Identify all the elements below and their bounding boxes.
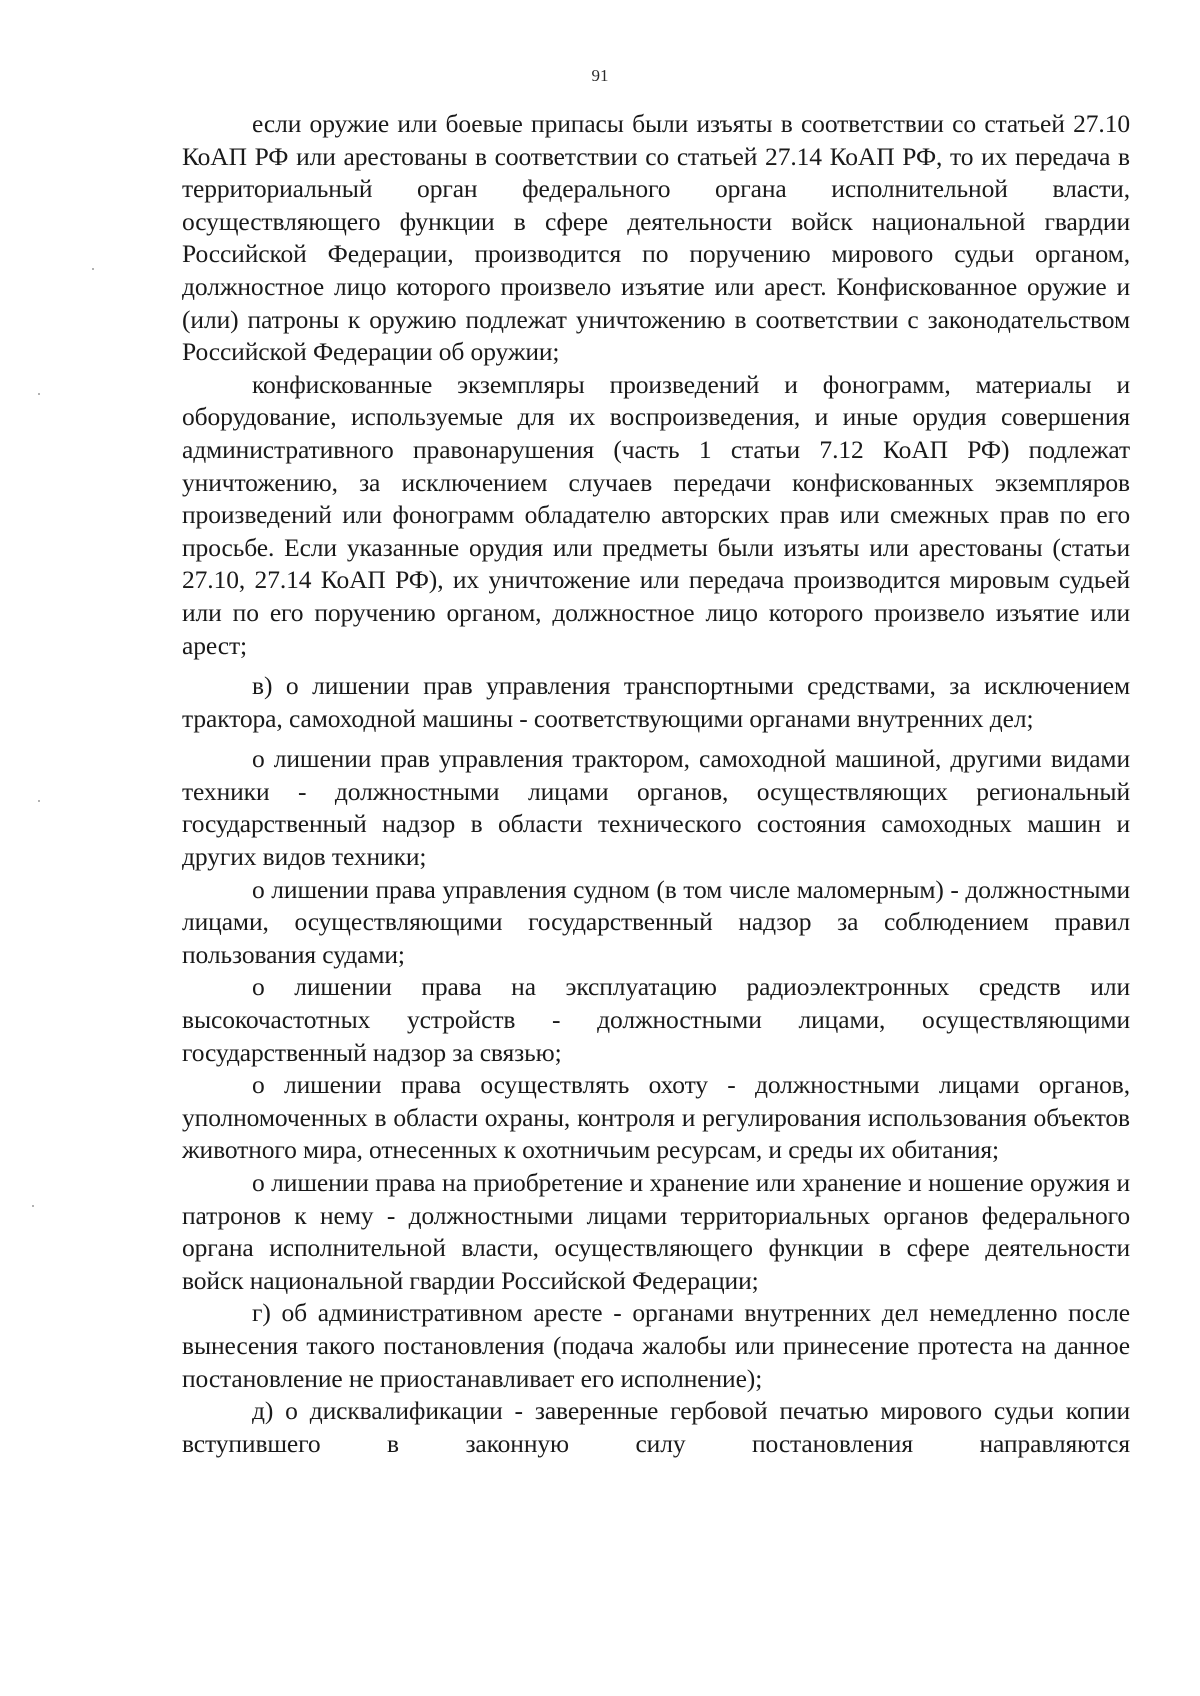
paragraph-weapons-transfer: если оружие или боевые припасы были изъяты в соответствии со статьей 27.10 КоАП РФ или арестованы в соответствии со статьей 27.14 КоАП РФ, то их передача в территориальный орган федерального органа исполнительной власти, осуществляющего функции в сфере деятельности войск национальной гвардии Российской Федерации, производится по поручению мирового судьи органом, должностное лицо которого произвело изъятие или арест. Конфискованное оружие и (или) патроны к оружию подлежат уничтожению в соответствии с законодательством Российской Федерации об оружии; bbox=[182, 109, 1130, 367]
paragraph-disqualification: д) о дисквалификации - заверенные гербовой печатью мирового судьи копии вступившего в законную силу постановления направляются bbox=[182, 1396, 1130, 1458]
paragraph-driving-rights: в) о лишении прав управления транспортными средствами, за исключением трактора, самоходной машины - соответствующими органами внутренних дел; bbox=[182, 671, 1130, 733]
paragraph-tractor-rights: о лишении прав управления трактором, самоходной машиной, другими видами техники - должностными лицами органов, осуществляющих региональный государственный надзор в области технического состояния самоходных машин и других видов техники; bbox=[182, 744, 1130, 872]
scan-speck bbox=[38, 800, 40, 802]
paragraph-administrative-arrest: г) об административном аресте - органами внутренних дел немедленно после вынесения такого постановления (подача жалобы или принесение протеста на данное постановление не приостанавливает его исполнение); bbox=[182, 1298, 1130, 1393]
paragraph-radio-rights: о лишении права на эксплуатацию радиоэлектронных средств или высокочастотных устройств - должностными лицами, осуществляющими государственный надзор за связью; bbox=[182, 972, 1130, 1067]
scan-speck bbox=[32, 1205, 34, 1207]
document-body bbox=[182, 108, 1130, 1460]
paragraph-weapon-ownership-rights: о лишении права на приобретение и хранение или хранение и ношение оружия и патронов к нему - должностными лицами территориальных органов федерального органа исполнительной власти, осуществляющего функции в сфере деятельности войск национальной гвардии Российской Федерации; bbox=[182, 1168, 1130, 1295]
scan-speck bbox=[38, 393, 40, 395]
scan-speck bbox=[92, 268, 94, 270]
paragraph-vessel-rights: о лишении права управления судном (в том числе маломерным) - должностными лицами, осуществляющими государственный надзор за соблюдением правил пользования судами; bbox=[182, 874, 1130, 969]
paragraph-confiscated-copies: конфискованные экземпляры произведений и фонограмм, материалы и оборудование, используемые для их воспроизведения, и иные орудия совершения административного правонарушения (часть 1 статьи 7.12 КоАП РФ) подлежат уничтожению, за исключением случаев передачи конфискованных экземпляров произведений или фонограмм обладателю авторских прав или смежных прав по его просьбе. Если указанные орудия или предметы были изъяты или арестованы (статьи 27.10, 27.14 КоАП РФ), их уничтожение или передача производится мировым судьей или по его поручению органом, должностное лицо которого произвело изъятие или арест; bbox=[182, 369, 1130, 660]
page-number: 91 bbox=[591, 66, 609, 85]
paragraph-hunting-rights: о лишении права осуществлять охоту - должностными лицами органов, уполномоченных в области охраны, контроля и регулирования использования объектов животного мира, отнесенных к охотничьим ресурсам, и среды их обитания; bbox=[182, 1070, 1130, 1165]
